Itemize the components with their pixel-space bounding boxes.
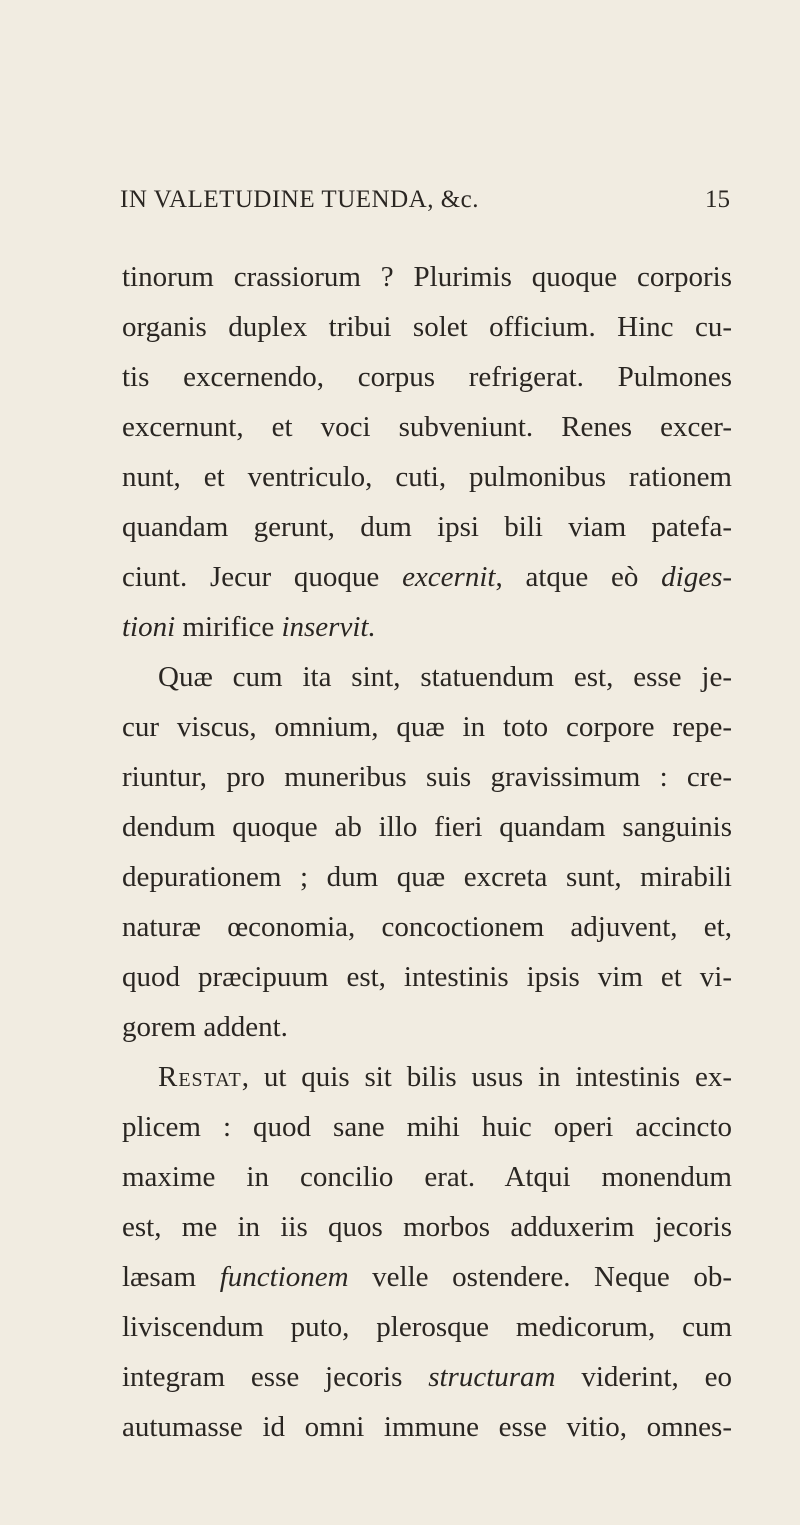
text-segment: , atque eò — [495, 561, 662, 593]
text-line: depurationem ; dum quæ excreta sunt, mirabili — [122, 861, 732, 893]
text-line: maxime in concilio erat. Atqui monendum — [122, 1161, 732, 1193]
text-segment: , ut quis sit bilis usus in intestinis ex- — [241, 1061, 732, 1093]
text-line: tinorum crassiorum ? Plurimis quoque corporis — [122, 261, 732, 293]
small-caps-segment: Restat — [158, 1061, 242, 1093]
text-line — [122, 552, 732, 602]
running-title: IN VALETUDINE TUENDA, &c. — [120, 186, 479, 213]
text-line: quod præcipuum est, intestinis ipsis vim et vi- — [122, 961, 732, 993]
italic-segment: excernit — [402, 561, 496, 593]
text-line: quandam gerunt, dum ipsi bili viam patefa- — [122, 511, 732, 543]
text-line: nunt, et ventriculo, cuti, pulmonibus rationem — [122, 461, 732, 493]
text-line: liviscendum puto, plerosque medicorum, cum — [122, 1311, 732, 1343]
text-line: tis excernendo, corpus refrigerat. Pulmones — [122, 361, 732, 393]
text-line: organis duplex tribui solet officium. Hinc cu- — [122, 311, 732, 343]
italic-segment: tioni — [122, 611, 176, 643]
text-line — [122, 1252, 732, 1302]
text-line: est, me in iis quos morbos adduxerim jecoris — [122, 1211, 732, 1243]
body-text — [122, 252, 732, 1452]
text-segment: læsam — [122, 1261, 220, 1293]
italic-segment: diges- — [661, 561, 733, 593]
text-segment: ciunt. Jecur quoque — [122, 561, 403, 593]
italic-segment: functionem — [219, 1261, 349, 1293]
text-segment: mirifice — [175, 611, 282, 643]
italic-segment: structuram — [428, 1361, 556, 1393]
running-head — [120, 186, 730, 226]
text-line: naturæ œconomia, concoctionem adjuvent, et, — [122, 911, 732, 943]
text-line: plicem : quod sane mihi huic operi accincto — [122, 1111, 732, 1143]
page-number: 15 — [705, 186, 730, 213]
italic-segment: inservit. — [281, 611, 376, 643]
text-line: riuntur, pro muneribus suis gravissimum : cre- — [122, 761, 732, 793]
text-segment: integram esse jecoris — [122, 1361, 429, 1393]
text-line: autumasse id omni immune esse vitio, omnes- — [122, 1411, 732, 1443]
text-line — [122, 1352, 732, 1402]
text-line — [122, 602, 732, 652]
text-line: excernunt, et voci subveniunt. Renes excer- — [122, 411, 732, 443]
text-line — [122, 1052, 732, 1102]
text-segment: velle ostendere. Neque ob- — [348, 1261, 732, 1293]
text-segment: viderint, eo — [555, 1361, 732, 1393]
text-line: cur viscus, omnium, quæ in toto corpore repe- — [122, 711, 732, 743]
text-line: gorem addent. — [122, 1011, 288, 1043]
text-line: Quæ cum ita sint, statuendum est, esse je- — [158, 661, 732, 693]
text-line: dendum quoque ab illo fieri quandam sanguinis — [122, 811, 732, 843]
